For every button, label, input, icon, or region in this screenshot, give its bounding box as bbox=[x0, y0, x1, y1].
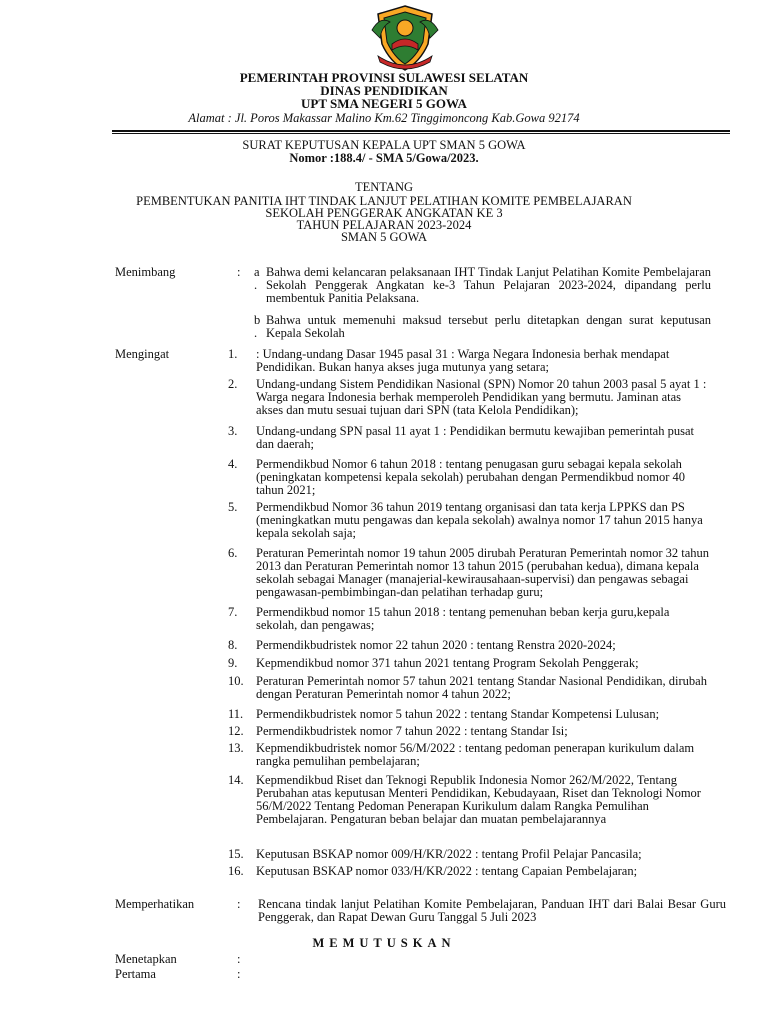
mengingat-number: 10. bbox=[228, 674, 244, 688]
menetapkan-colon: : bbox=[237, 952, 241, 966]
menimbang-marker-a: a bbox=[254, 265, 260, 279]
letterhead-rule bbox=[112, 130, 730, 132]
government-name: PEMERINTAH PROVINSI SULAWESI SELATAN bbox=[239, 70, 529, 85]
school-address: Alamat : Jl. Poros Makassar Malino Km.62 Tinggimoncong Kab.Gowa 92174 bbox=[188, 111, 580, 125]
mengingat-number: 13. bbox=[228, 741, 244, 755]
mengingat-number: 7. bbox=[228, 605, 238, 619]
subject-line: SEKOLAH PENGGERAK ANGKATAN KE 3 bbox=[265, 206, 503, 220]
memutuskan-heading: MEMUTUSKAN bbox=[312, 936, 456, 950]
mengingat-item: : Undang-undang Dasar 1945 pasal 31 : Warga Negara Indonesia berhak mendapat Pendidikan. Bukan hanya akses juga mutunya yang setara; bbox=[256, 347, 670, 374]
memperhatikan-colon: : bbox=[237, 897, 241, 911]
mengingat-item: Kepmendikbudristek nomor 56/M/2022 : tentang pedoman penerapan kurikulum dalam rangka pemulihan pembelajaran; bbox=[256, 741, 695, 768]
mengingat-item: Permendikbudristek nomor 5 tahun 2022 : tentang Standar Kompetensi Lulusan; bbox=[256, 707, 660, 721]
decree-title: SURAT KEPUTUSAN KEPALA UPT SMAN 5 GOWA bbox=[242, 138, 526, 152]
memperhatikan-text: Rencana tindak lanjut Pelatihan Komite Pembelajaran, Panduan IHT dari Balai Besar Guru Penggerak, dan Rapat Dewan Guru Tanggal 5 Juli 2023 bbox=[258, 897, 726, 924]
letterhead-rule-thin bbox=[112, 133, 730, 134]
mengingat-item: Kepmendikbud Riset dan Teknogi Republik Indonesia Nomor 262/M/2022, Tentang Perubahan atas keputusan Menteri Pendidikan, Kebudayaan, Riset dan Teknologi Nomor 56/M/2022 Tentang Pedoman Penerapan Kurikulum dalam Rangka Pemulihan Pembelajaran. Pengaturan beban belajar dan muatan pembelajarannya bbox=[256, 773, 701, 826]
mengingat-item: Permendikbud nomor 15 tahun 2018 : tentang pemenuhan beban kerja guru,kepala sekolah, dan pengawas; bbox=[256, 605, 670, 632]
mengingat-number: 16. bbox=[228, 864, 244, 878]
mengingat-item: Permendikbud Nomor 36 tahun 2019 tentang organisasi dan tata kerja LPPKS dan PS (meningkatkan mutu pengawas dan kepala sekolah) awalnya nomor 17 tahun 2015 hanya kepala sekolah saja; bbox=[256, 500, 703, 540]
menimbang-colon: : bbox=[237, 265, 241, 279]
menimbang-item-b: Bahwa untuk memenuhi maksud tersebut perlu ditetapkan dengan surat keputusan Kepala Sekolah bbox=[266, 313, 711, 340]
subject-line: TAHUN PELAJARAN 2023-2024 bbox=[296, 218, 472, 232]
subject-line: PEMBENTUKAN PANITIA IHT TINDAK LANJUT PELATIHAN KOMITE PEMBELAJARAN bbox=[136, 194, 632, 208]
mengingat-item: Keputusan BSKAP nomor 033/H/KR/2022 : tentang Capaian Pembelajaran; bbox=[256, 864, 638, 878]
tentang-heading: TENTANG bbox=[354, 180, 413, 194]
mengingat-number: 11. bbox=[228, 707, 244, 721]
mengingat-item: Peraturan Pemerintah nomor 57 tahun 2021 tentang Standar Nasional Pendidikan, dirubah dengan Peraturan Pemerintah nomor 4 tahun 2022; bbox=[256, 674, 707, 701]
menimbang-marker-b: b bbox=[254, 313, 261, 327]
mengingat-item: Kepmendikbud nomor 371 tahun 2021 tentang Program Sekolah Penggerak; bbox=[256, 656, 639, 670]
mengingat-item: Peraturan Pemerintah nomor 19 tahun 2005 dirubah Peraturan Pemerintah nomor 32 tahun 2013 dan Peraturan Pemerintah nomor 13 tahun 2015 (perubahan kedua), dimana kepala sekolah sebagai Manager (manajerial-kewirausahaan-supervisi) dan pengawas sebagai pengawasan-pembimbingan-dan pelatihan terhadap guru; bbox=[256, 546, 710, 599]
menimbang-item-a: Bahwa demi kelancaran pelaksanaan IHT Tindak Lanjut Pelatihan Komite Pembelajaran Sekolah Penggerak Angkatan ke-3 Tahun Pelajaran 2023-2024, dipandang perlu membentuk Panitia Pelaksana. bbox=[266, 265, 711, 305]
mengingat-number: 14. bbox=[228, 773, 244, 787]
decree-number: Nomor :188.4/ - SMA 5/Gowa/2023. bbox=[289, 151, 479, 165]
mengingat-label: Mengingat bbox=[115, 347, 170, 361]
mengingat-number: 2. bbox=[228, 377, 238, 391]
mengingat-number: 12. bbox=[228, 724, 244, 738]
mengingat-number: 6. bbox=[228, 546, 238, 560]
pertama-label: Pertama bbox=[115, 967, 156, 981]
menetapkan-label: Menetapkan bbox=[115, 952, 177, 966]
school-name: UPT SMA NEGERI 5 GOWA bbox=[301, 96, 467, 111]
menimbang-label: Menimbang bbox=[115, 265, 176, 279]
mengingat-number: 15. bbox=[228, 847, 244, 861]
menimbang-dot-b: . bbox=[254, 326, 258, 340]
mengingat-item: Permendikbud Nomor 6 tahun 2018 : tentang penugasan guru sebagai kepala sekolah (peningkatan kompetensi kepala sekolah) perubahan dengan Permendikbud nomor 40 tahun 2021; bbox=[256, 457, 686, 497]
subject-line: SMAN 5 GOWA bbox=[340, 230, 428, 244]
mengingat-item: Keputusan BSKAP nomor 009/H/KR/2022 : tentang Profil Pelajar Pancasila; bbox=[256, 847, 642, 861]
mengingat-item: Undang-undang SPN pasal 11 ayat 1 : Pendidikan bermutu kewajiban pemerintah pusat dan daerah; bbox=[256, 424, 694, 451]
mengingat-item: Permendikbudristek nomor 22 tahun 2020 : tentang Renstra 2020-2024; bbox=[256, 638, 616, 652]
mengingat-number: 9. bbox=[228, 656, 238, 670]
mengingat-number: 5. bbox=[228, 500, 238, 514]
mengingat-item: Permendikbudristek nomor 7 tahun 2022 : tentang Standar Isi; bbox=[256, 724, 568, 738]
menimbang-dot-a: . bbox=[254, 278, 258, 292]
mengingat-number: 4. bbox=[228, 457, 238, 471]
mengingat-number: 1. bbox=[228, 347, 238, 361]
pertama-colon: : bbox=[237, 967, 241, 981]
mengingat-number: 8. bbox=[228, 638, 238, 652]
mengingat-number: 3. bbox=[228, 424, 238, 438]
memperhatikan-label: Memperhatikan bbox=[115, 897, 195, 911]
mengingat-item: Undang-undang Sistem Pendidikan Nasional (SPN) Nomor 20 tahun 2003 pasal 5 ayat 1 : Warga negara Indonesia berhak memperoleh Pendidikan yang bermutu. Jaminan atas akses dan mutu sesuai tujuan dari SPN (tata Kelola Pendidikan); bbox=[256, 377, 707, 417]
department-name: DINAS PENDIDIKAN bbox=[320, 83, 448, 98]
provincial-emblem-logo bbox=[370, 4, 440, 72]
